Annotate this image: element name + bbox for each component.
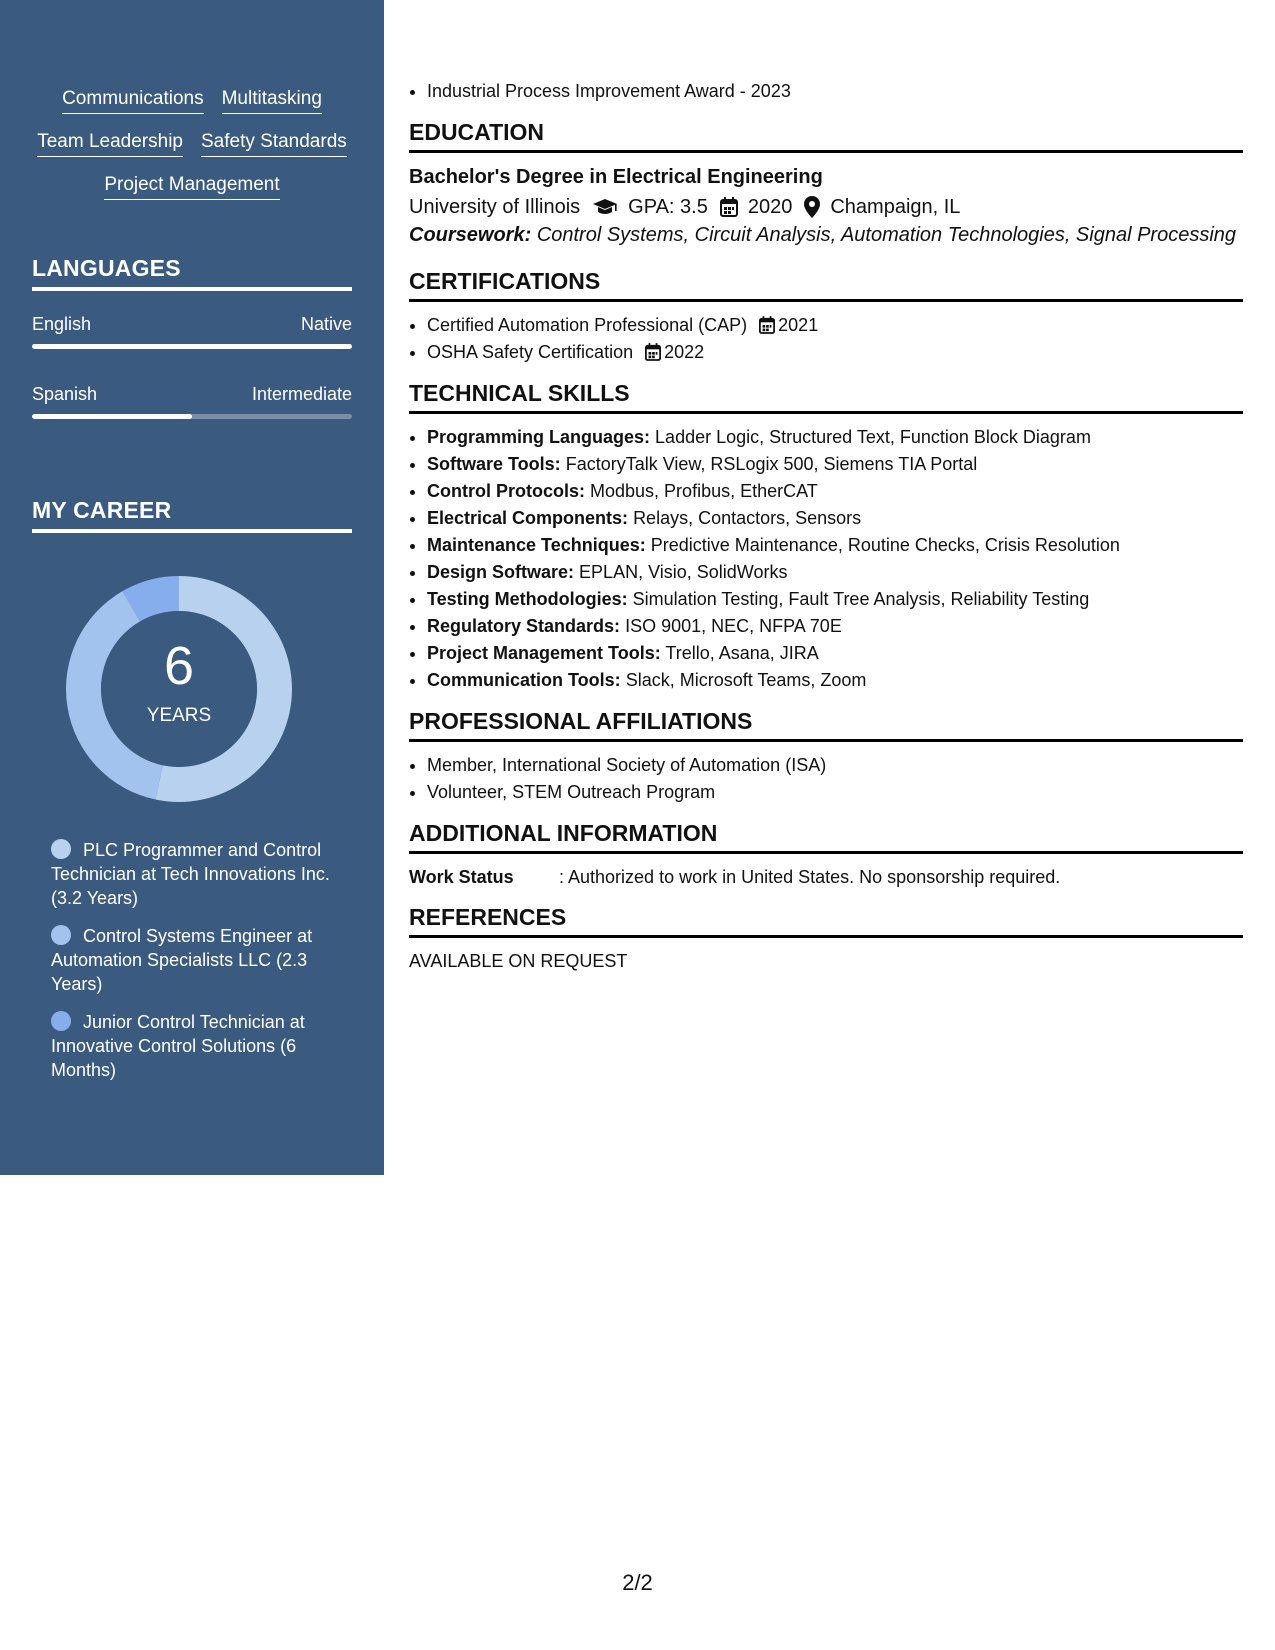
- affiliation-item: • Volunteer, STEM Outreach Program: [427, 779, 1243, 806]
- language-name: Spanish: [32, 384, 98, 404]
- technical-skills-heading: TECHNICAL SKILLS: [409, 380, 1243, 414]
- coursework-label: Coursework:: [409, 224, 532, 246]
- skill-item: [427, 586, 1243, 613]
- language-level: Native: [300, 314, 352, 334]
- education-location: Champaign, IL: [830, 196, 961, 218]
- skill-value: Trello, Asana, JIRA: [665, 643, 819, 663]
- language-english: [32, 314, 352, 349]
- career-donut-chart: [66, 576, 292, 802]
- affiliations-list: [409, 752, 1243, 806]
- career-item-text: Junior Control Technician at Innovative Control Solutions (6 Months): [51, 1012, 305, 1080]
- certification-year: 2022: [664, 342, 705, 362]
- calendar-icon: [645, 343, 661, 361]
- references-heading: REFERENCES: [409, 904, 1243, 938]
- education-heading: EDUCATION: [409, 119, 1243, 153]
- page-number: 2/2: [622, 1570, 653, 1595]
- skill-item: [427, 424, 1243, 451]
- coursework-text: Control Systems, Circuit Analysis, Automation Technologies, Signal Processing: [536, 224, 1237, 246]
- skill-value: Relays, Contactors, Sensors: [633, 508, 862, 528]
- certification-name: Certified Automation Professional (CAP): [427, 315, 748, 335]
- skill-label: Design Software:: [427, 562, 575, 582]
- skill-item: [427, 451, 1243, 478]
- skill-tag[interactable]: Multitasking: [222, 86, 322, 114]
- language-proficiency-fill: [32, 414, 192, 419]
- career-item-text: Control Systems Engineer at Automation Specialists LLC (2.3 Years): [51, 926, 313, 994]
- career-item: [51, 1010, 331, 1082]
- skill-label: Electrical Components:: [427, 508, 629, 528]
- skill-value: Predictive Maintenance, Routine Checks, Crisis Resolution: [650, 535, 1120, 555]
- skill-value: EPLAN, Visio, SolidWorks: [579, 562, 788, 582]
- skill-label: Maintenance Techniques:: [427, 535, 646, 555]
- skill-tag[interactable]: Project Management: [104, 172, 279, 200]
- degree-title: Bachelor's Degree in Electrical Engineering: [409, 166, 823, 188]
- certification-year: 2021: [778, 315, 819, 335]
- career-item: [51, 838, 331, 910]
- calendar-icon: [720, 197, 738, 217]
- skill-tag[interactable]: Safety Standards: [201, 129, 347, 157]
- skill-item: [427, 640, 1243, 667]
- award-item: • Industrial Process Improvement Award - 2023: [427, 78, 1243, 105]
- references-text: AVAILABLE ON REQUEST: [409, 951, 628, 971]
- certification-name: OSHA Safety Certification: [427, 342, 634, 362]
- sidebar: [0, 0, 384, 1175]
- main-content: [409, 78, 1243, 974]
- skill-value: Slack, Microsoft Teams, Zoom: [625, 670, 867, 690]
- language-level: Intermediate: [251, 384, 352, 404]
- additional-info-heading: ADDITIONAL INFORMATION: [409, 820, 1243, 854]
- calendar-icon: [759, 316, 775, 334]
- skill-label: Regulatory Standards:: [427, 616, 621, 636]
- skill-value: Ladder Logic, Structured Text, Function Block Diagram: [655, 427, 1091, 447]
- career-legend: [51, 838, 331, 1096]
- school-name: University of Illinois: [409, 196, 581, 218]
- skill-item: [427, 667, 1243, 694]
- affiliations-heading: PROFESSIONAL AFFILIATIONS: [409, 708, 1243, 742]
- skill-value: ISO 9001, NEC, NFPA 70E: [625, 616, 842, 636]
- skill-item: [427, 613, 1243, 640]
- skill-label: Control Protocols:: [427, 481, 585, 501]
- skill-item: [427, 478, 1243, 505]
- technical-skills-list: [409, 424, 1243, 694]
- affiliation-item: • Member, International Society of Automation (ISA): [427, 752, 1243, 779]
- coursework: [409, 223, 1243, 248]
- skill-item: [427, 505, 1243, 532]
- certification-item: [427, 312, 1243, 339]
- skill-label: Programming Languages:: [427, 427, 651, 447]
- certifications-heading: CERTIFICATIONS: [409, 268, 1243, 302]
- skill-item: [427, 532, 1243, 559]
- legend-dot: [51, 1011, 71, 1031]
- skills-tags: [32, 86, 352, 215]
- certification-item: [427, 339, 1243, 366]
- work-status-row: [409, 864, 1243, 890]
- skill-tag[interactable]: Team Leadership: [37, 129, 183, 157]
- skill-label: Communication Tools:: [427, 670, 621, 690]
- work-status-value: : Authorized to work in United States. No sponsorship required.: [559, 867, 1061, 887]
- graduation-year: 2020: [747, 196, 793, 218]
- language-name: English: [32, 314, 92, 334]
- skill-label: Testing Methodologies:: [427, 589, 628, 609]
- languages-heading: LANGUAGES: [32, 255, 352, 291]
- legend-dot: [51, 925, 71, 945]
- career-years-value: 6: [163, 636, 195, 696]
- language-proficiency-bar: [32, 414, 352, 419]
- skill-label: Software Tools:: [427, 454, 561, 474]
- career-heading: MY CAREER: [32, 497, 352, 533]
- graduation-cap-icon: [592, 198, 618, 216]
- education-details: [409, 191, 1243, 223]
- career-years-unit: YEARS: [146, 705, 212, 726]
- certifications-list: [409, 312, 1243, 366]
- gpa: GPA: 3.5: [628, 196, 708, 218]
- career-item-text: PLC Programmer and Control Technician at Tech Innovations Inc. (3.2 Years): [51, 840, 330, 908]
- work-status-label: Work Status: [409, 867, 514, 887]
- awards-list: [409, 78, 1243, 105]
- skill-label: Project Management Tools:: [427, 643, 661, 663]
- language-proficiency-fill: [32, 344, 352, 349]
- career-item: [51, 924, 331, 996]
- skill-value: FactoryTalk View, RSLogix 500, Siemens TIA Portal: [565, 454, 978, 474]
- skill-tag[interactable]: Communications: [62, 86, 204, 114]
- skill-value: Modbus, Profibus, EtherCAT: [590, 481, 818, 501]
- location-pin-icon: [804, 196, 820, 218]
- skill-value: Simulation Testing, Fault Tree Analysis, Reliability Testing: [632, 589, 1090, 609]
- legend-dot: [51, 839, 71, 859]
- language-spanish: [32, 384, 352, 419]
- language-proficiency-bar: [32, 344, 352, 349]
- skill-item: [427, 559, 1243, 586]
